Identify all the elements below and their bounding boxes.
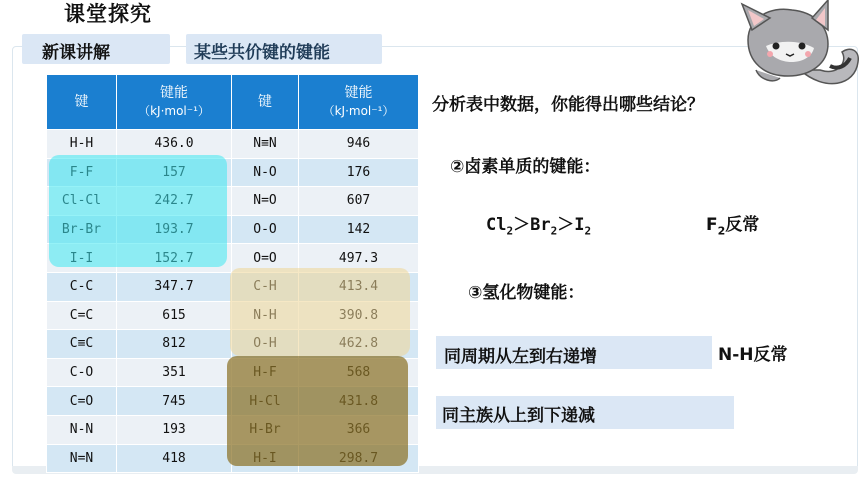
section-tag — [22, 34, 170, 64]
energy-cell: 176 — [299, 158, 419, 187]
topic-tag-label: 某些共价键的键能 — [194, 43, 330, 63]
group-trend-label: 同主族从上到下递减 — [442, 406, 595, 426]
header-bond-1: 键 — [47, 75, 117, 130]
bond-cell: O=O — [232, 244, 299, 273]
nh-anomaly: N-H反常 — [718, 345, 788, 365]
table-row — [47, 130, 419, 159]
cat-mascot-icon — [730, 0, 860, 92]
section-tag-label: 新课讲解 — [42, 43, 110, 63]
group-trend-box — [436, 396, 734, 429]
bond-cell: N-O — [232, 158, 299, 187]
period-trend-label: 同周期从左到右递增 — [444, 347, 597, 367]
energy-cell: 436.0 — [117, 130, 232, 159]
energy-cell: 351 — [117, 358, 232, 387]
halogen-highlight — [49, 155, 227, 267]
bond-cell: N=N — [47, 444, 117, 473]
bond-cell: N≡N — [232, 130, 299, 159]
bond-cell: H-H — [47, 130, 117, 159]
energy-cell: 142 — [299, 215, 419, 244]
bond-cell: C≡C — [47, 330, 117, 359]
bond-cell: O-O — [232, 215, 299, 244]
energy-cell: 745 — [117, 387, 232, 416]
header-energy-2: 键能 （kJ·mol⁻¹） — [299, 75, 419, 130]
period-trend-box — [436, 336, 712, 369]
energy-cell: 347.7 — [117, 272, 232, 301]
bond-cell: C=C — [47, 301, 117, 330]
bond-cell: N-N — [47, 415, 117, 444]
hydride-title: ③氢化物键能： — [468, 283, 585, 303]
energy-cell: 946 — [299, 130, 419, 159]
page-title: 课堂探究 — [64, 2, 152, 26]
bond-cell: C-C — [47, 272, 117, 301]
group-hydride-highlight — [227, 356, 408, 466]
bond-cell: C=O — [47, 387, 117, 416]
table-header-row — [47, 75, 419, 130]
energy-cell: 418 — [117, 444, 232, 473]
energy-cell: 812 — [117, 330, 232, 359]
bond-cell: C-O — [47, 358, 117, 387]
energy-cell: 497.3 — [299, 244, 419, 273]
halogen-title: ②卤素单质的键能： — [450, 157, 601, 177]
period-hydride-highlight — [230, 268, 410, 356]
halogen-order: $Cl_2>Br_2>I_2$ — [486, 215, 592, 238]
analysis-question: 分析表中数据，你能得出哪些结论？ — [432, 95, 704, 115]
energy-cell: 615 — [117, 301, 232, 330]
topic-tag — [186, 34, 382, 64]
header-bond-2: 键 — [232, 75, 299, 130]
bond-cell: N=O — [232, 187, 299, 216]
header-energy-1: 键能 （kJ·mol⁻¹） — [117, 75, 232, 130]
f2-anomaly: $F_2$反常 — [706, 215, 760, 238]
energy-cell: 193 — [117, 415, 232, 444]
energy-cell: 607 — [299, 187, 419, 216]
